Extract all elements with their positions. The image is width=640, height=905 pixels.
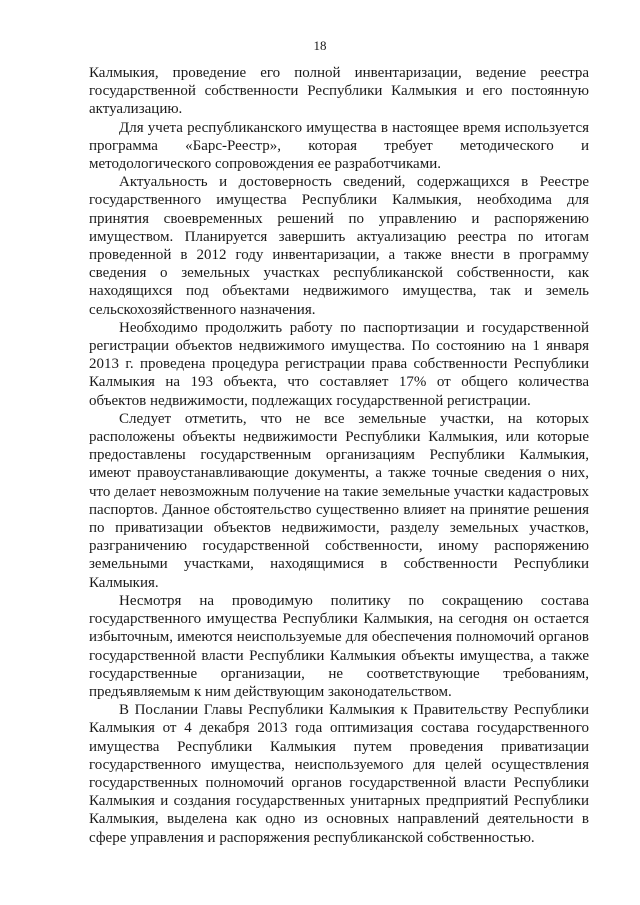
paragraph: В Послании Главы Республики Калмыкия к Правительству Республики Калмыкия от 4 декабря 2013 года оптимизация состава государственного имущества Республики Калмыкия путем проведения приватизации государственного имущества, неиспользуемого для целей осуществления государственных полномочий органов государственной власти Республики Калмыкия и создания государственных унитарных предприятий Республики Калмыкия, выделена как одно из основных направлений деятельности в сфере управления и распоряжения республиканской собственностью. <box>89 702 589 846</box>
paragraph: Несмотря на проводимую политику по сокращению состава государственного имущества Республики Калмыкия, на сегодня он остается избыточным, имеются неиспользуемые для обеспечения полномочий органов государственной власти Республики Калмыкия объекты имущества, а также государственные организации, не соответствующие требованиям, предъявляемым к ним действующим законодательством. <box>89 592 589 700</box>
page-body <box>89 64 589 847</box>
paragraph: Следует отметить, что не все земельные участки, на которых расположены объекты недвижимости Республики Калмыкия, или которые предоставлены государственным организациям Республики Калмыкия, имеют правоустанавливающие документы, а также точные сведения о них, что делает невозможным получение на такие земельные участки кадастровых паспортов. Данное обстоятельство существенно влияет на принятие решения по приватизации объектов недвижимости, разделу земельных участков, разграничению государственной собственности, иному распоряжению земельными участками, находящимися в собственности Республики Калмыкия. <box>89 410 589 591</box>
paragraph: Актуальность и достоверность сведений, содержащихся в Реестре государственного имущества Республики Калмыкия, необходима для принятия своевременных решений по управлению и распоряжению имуществом. Планируется завершить актуализацию реестра по итогам проведенной в 2012 году инвентаризации, а также внести в программу сведения о земельных участках республиканской собственности, как находящихся под объектами недвижимого имущества, так и земель сельскохозяйственного назначения. <box>89 174 589 318</box>
paragraph: Для учета республиканского имущества в настоящее время используется программа «Барс-Реестр», которая требует методического и методологического сопровождения ее разработчиками. <box>89 119 589 173</box>
page-number: 18 <box>313 38 327 53</box>
paragraph: Необходимо продолжить работу по паспортизации и государственной регистрации объектов недвижимого имущества. По состоянию на 1 января 2013 г. проведена процедура регистрации права собственности Республики Калмыкия на 193 объекта, что составляет 17% от общего количества объектов недвижимости, подлежащих государственной регистрации. <box>89 319 589 409</box>
paragraph-continued: Калмыкия, проведение его полной инвентаризации, ведение реестра государственной собственности Республики Калмыкия и его постоянную актуализацию. <box>89 65 589 118</box>
